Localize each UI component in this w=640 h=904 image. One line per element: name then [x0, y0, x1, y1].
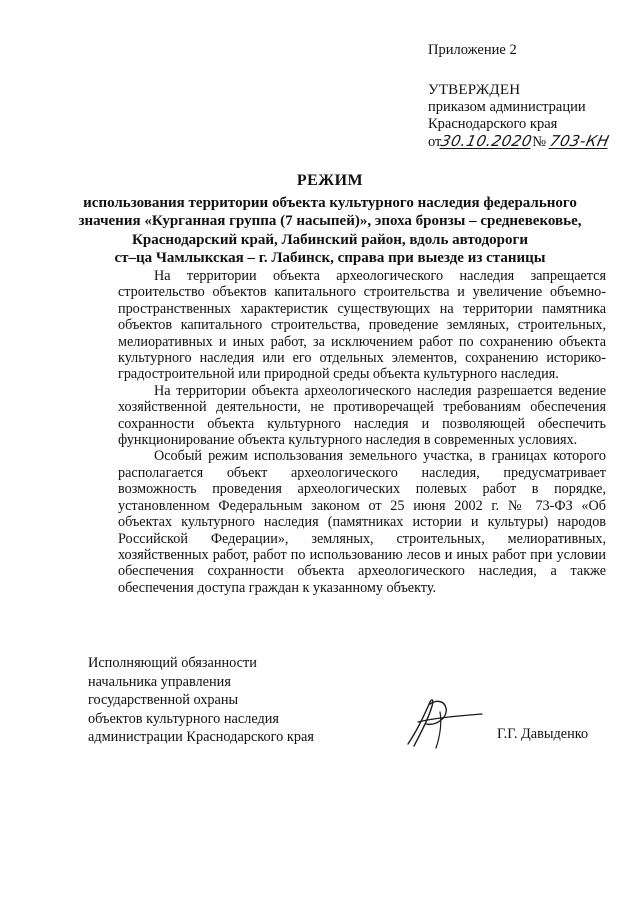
title-main: РЕЖИМ	[296, 172, 364, 189]
appendix-label: Приложение 2	[428, 42, 517, 58]
approved-heading: УТВЕРЖДЕН	[428, 82, 521, 98]
signatory-line-3: государственной охраны	[88, 692, 239, 708]
approval-block	[428, 82, 609, 151]
signer-name: Г.Г. Давыденко	[497, 726, 589, 742]
approved-line-1: приказом администрации	[428, 99, 586, 115]
signatory-position	[88, 654, 314, 747]
title-line-1: использования территории объекта культурного наследия федерального	[83, 194, 577, 211]
title-line-2: значения «Курганная группа (7 насыпей)», эпоха бронзы – средневековье,	[78, 213, 582, 229]
paragraph-prohibitions: На территории объекта археологического наследия запрещается строительство объектов капитального строительства и увеличение объемно-пространственных характеристик существующих на территории памятника объектов капитального строительства, проведение земляных, строительных, мелиоративных и иных работ, за исключением работ по сохранению объекта культурного наследия или его отдельных элементов, сохранению историко-градостроительной или природной среды объекта культурного наследия.	[118, 268, 606, 383]
order-number-handwritten: 703-КН	[547, 132, 611, 150]
signatory-line-5: администрации Краснодарского края	[88, 729, 314, 745]
order-line	[428, 133, 609, 151]
document-body	[118, 268, 606, 596]
document-title	[70, 172, 590, 268]
title-line-3: Краснодарский край, Лабинский район, вдоль автодороги	[132, 231, 528, 248]
approved-line-2: Краснодарского края	[428, 116, 558, 132]
paragraph-permissions: На территории объекта археологического наследия разрешается ведение хозяйственной деятельности, не противоречащей требованиям обеспечения сохранности объекта культурного наследия и позволяющей обеспечить функционирование объекта культурного наследия в современных условиях.	[118, 382, 606, 449]
order-prefix: от	[428, 134, 442, 150]
signatory-line-4: объектов культурного наследия	[88, 710, 279, 727]
order-number-sign: №	[532, 134, 547, 150]
signatory-line-1: Исполняющий обязанности	[88, 655, 257, 671]
order-date-handwritten: 30.10.2020	[439, 132, 535, 150]
handwritten-signature-icon	[390, 692, 500, 752]
title-line-4: ст–ца Чамлыкская – г. Лабинск, справа при выезде из станицы	[114, 250, 546, 266]
paragraph-special-regime: Особый режим использования земельного участка, в границах которого располагается объект археологического наследия, предусматривает возможность проведения археологических полевых работ в порядке, установленном Федеральным законом от 25 июня 2002 г. № 73-ФЗ «Об объектах культурного наследия (памятниках истории и культуры) народов Российской Федерации», земляных, строительных, мелиоративных, хозяйственных работ, работ по использованию лесов и иных работ при условии обеспечения сохранности объекта археологического наследия, а также обеспечения доступа граждан к указанному объекту.	[118, 448, 606, 596]
signatory-line-2: начальника управления	[88, 673, 231, 690]
